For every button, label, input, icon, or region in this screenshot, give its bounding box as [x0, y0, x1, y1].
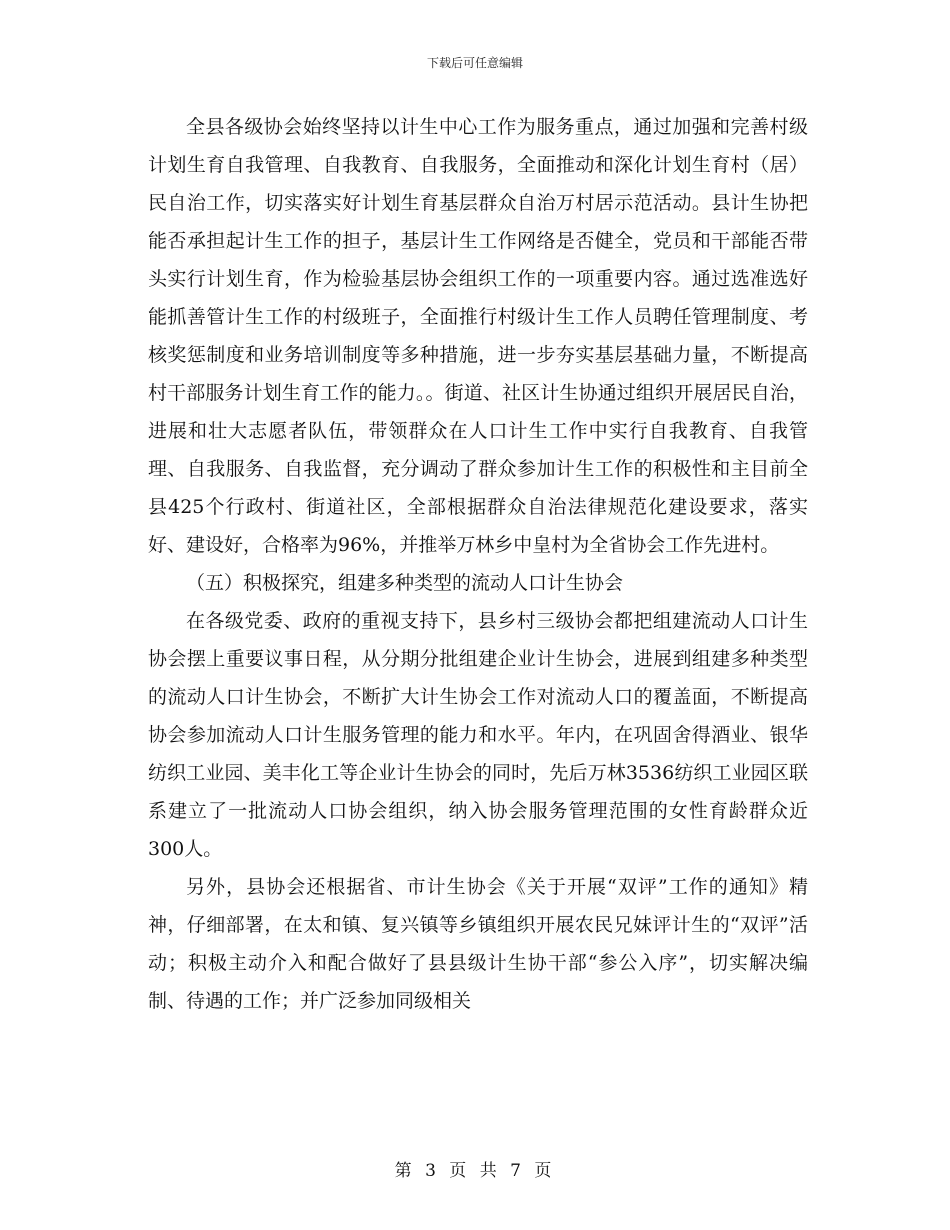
paragraph-village-self-governance: 全县各级协会始终坚持以计生中心工作为服务重点，通过加强和完善村级计划生育自我管理、自我教育、自我服务，全面推动和深化计划生育村（居）民自治工作，切实落实好计划生育基层群众自治万村居示范活动。县计生协把能否承担起计生工作的担子，基层计生工作网络是否健全，党员和干部能否带头实行计划生育，作为检验基层协会组织工作的一项重要内容。通过选准选好能抓善管计生工作的村级班子，全面推行村级计生工作人员聘任管理制度、考核奖惩制度和业务培训制度等多种措施，进一步夯实基层基础力量，不断提高村干部服务计划生育工作的能力。。街道、社区计生协通过组织开展居民自治，进展和壮大志愿者队伍，带领群众在人口计生工作中实行自我教育、自我管理、自我服务、自我监督，充分调动了群众参加计生工作的积极性和主目前全县425个行政村、街道社区，全部根据群众自治法律规范化建设要求，落实好、建设好，合格率为96%，并推举万林乡中皇村为全省协会工作先进村。: [148, 116, 808, 556]
page-header-note: 下载后可任意编辑: [426, 56, 523, 70]
document-body: [148, 108, 808, 1020]
paragraph-double-evaluation: 另外，县协会还根据省、市计生协会《关于开展“双评”工作的通知》精神，仔细部署，在太和镇、复兴镇等乡镇组织开展农民兄妹评计生的“双评”活动；积极主动介入和配合做好了县县级计生协干部“参公入序”，切实解决编制、待遇的工作；并广泛参加同级相关: [148, 876, 808, 1012]
section-heading-5: （五）积极探究，组建多种类型的流动人口计生协会: [186, 572, 624, 594]
page-number: 第 3 页 共 7 页: [394, 1161, 556, 1181]
paragraph-floating-population: 在各级党委、政府的重视支持下，县乡村三级协会都把组建流动人口计生协会摆上重要议事日程，从分期分批组建企业计生协会，进展到组建多种类型的流动人口计生协会，不断扩大计生协会工作对流动人口的覆盖面，不断提高协会参加流动人口计生服务管理的能力和水平。年内，在巩固舍得酒业、银华纺织工业园、美丰化工等企业计生协会的同时，先后万林3536纺织工业园区联系建立了一批流动人口协会组织，纳入协会服务管理范围的女性育龄群众近300人。: [148, 610, 808, 860]
